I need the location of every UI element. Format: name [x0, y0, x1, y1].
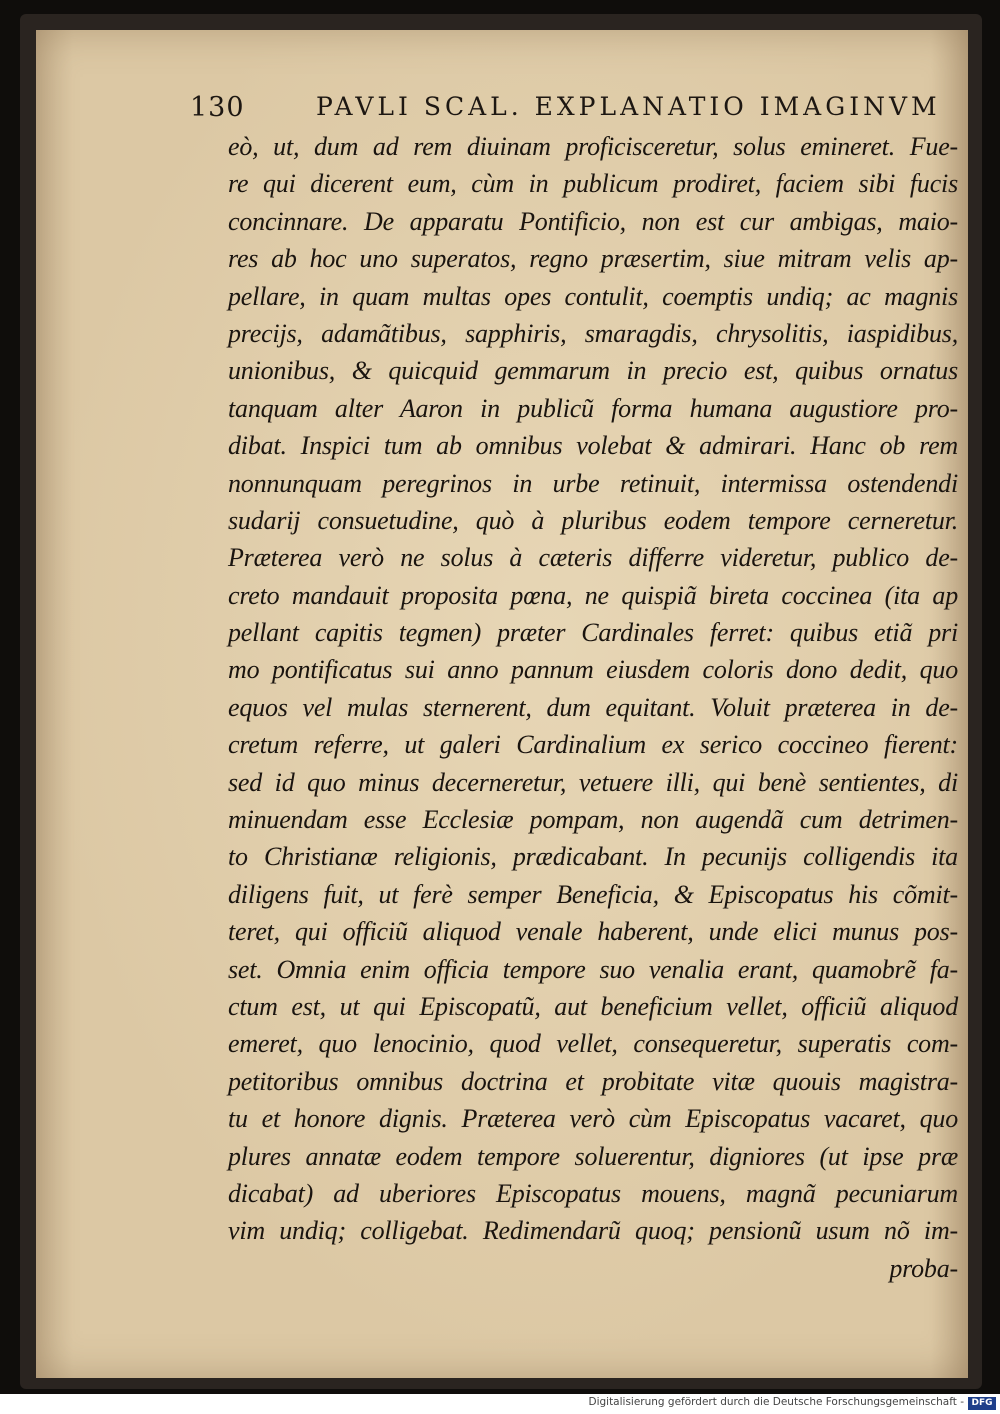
text-line: dibat. Inspici tum ab omnibus volebat & admirari. Hanc ob rem — [228, 431, 958, 461]
text-line: re qui dicerent eum, cùm in publicum prodiret, faciem sibi fucis — [228, 169, 958, 199]
text-line: cretum referre, ut galeri Cardinalium ex serico coccineo fierent: — [228, 730, 958, 760]
dfg-logo-icon: DFG — [968, 1397, 996, 1410]
text-line: creto mandauit proposita pœna, ne quispiã bireta coccinea (ita ap — [228, 580, 958, 610]
text-line: plures annatæ eodem tempore soluerentur, digniores (ut ipse præ — [228, 1141, 958, 1171]
text-line: unionibus, & quicquid gemmarum in precio est, quibus ornatus — [228, 356, 958, 386]
text-line: pellare, in quam multas opes contulit, coemptis undiq; ac magnis — [228, 281, 958, 311]
text-line: dicabat) ad uberiores Episcopatus mouens, magnã pecuniarum — [228, 1178, 958, 1208]
text-line: nonnunquam peregrinos in urbe retinuit, intermissa ostendendi — [228, 468, 958, 498]
text-line: tu et honore dignis. Præterea verò cùm Episcopatus vacaret, quo — [228, 1104, 958, 1134]
page-number: 130 — [190, 92, 245, 123]
text-line: res ab hoc uno superatos, regno præsertim, siue mitram velis ap- — [228, 244, 958, 274]
funding-notice: Digitalisierung gefördert durch die Deutsche Forschungsgemeinschaft - — [588, 1396, 964, 1408]
text-line: sudarij consuetudine, quò à pluribus eodem tempore cerneretur. — [228, 505, 958, 535]
text-line: sed id quo minus decerneretur, vetuere illi, qui benè sentientes, di — [228, 767, 958, 797]
text-line: tanquam alter Aaron in publicũ forma humana augustiore pro- — [228, 393, 958, 423]
footer-bar — [0, 1394, 1000, 1414]
text-line: minuendam esse Ecclesiæ pompam, non augendã cum detrimen- — [228, 805, 958, 835]
text-line: teret, qui officiũ aliquod venale haberent, unde elici munus pos- — [228, 917, 958, 947]
text-line: set. Omnia enim officia tempore suo venalia erant, quamobrẽ fa- — [228, 954, 958, 984]
text-line: diligens fuit, ut ferè semper Beneficia, & Episcopatus his cõmit- — [228, 879, 958, 909]
body-text — [228, 128, 958, 1287]
running-head — [190, 58, 950, 123]
text-line: vim undiq; colligebat. Redimendarũ quoq; pensionũ usum nõ im- — [228, 1216, 958, 1246]
text-line: equos vel mulas sternerent, dum equitant. Voluit præterea in de- — [228, 692, 958, 722]
text-line: to Christianæ religionis, prædicabant. In pecunijs colligendis ita — [228, 842, 958, 872]
text-line: concinnare. De apparatu Pontificio, non est cur ambigas, maio- — [228, 206, 958, 236]
text-line: emeret, quo lenocinio, quod vellet, consequeretur, superatis com- — [228, 1029, 958, 1059]
text-line: eò, ut, dum ad rem diuinam proficisceretur, solus emineret. Fue- — [228, 132, 958, 161]
text-line: Præterea verò ne solus à cæteris differre videretur, publico de- — [228, 543, 958, 573]
text-line: pellant capitis tegmen) præter Cardinales ferret: quibus etiã pri — [228, 618, 958, 648]
catchword: proba- — [889, 1253, 958, 1283]
text-line: precijs, adamãtibus, sapphiris, smaragdis, chrysolitis, iaspidibus, — [228, 318, 958, 348]
text-line: ctum est, ut qui Episcopatũ, aut beneficium vellet, officiũ aliquod — [228, 991, 958, 1021]
text-line: petitoribus omnibus doctrina et probitate vitæ quouis magistra- — [228, 1066, 958, 1096]
text-line: mo pontificatus sui anno pannum eiusdem coloris dono dedit, quo — [228, 655, 958, 685]
running-title: PAVLI SCAL. EXPLANATIO IMAGINVM — [316, 92, 941, 121]
